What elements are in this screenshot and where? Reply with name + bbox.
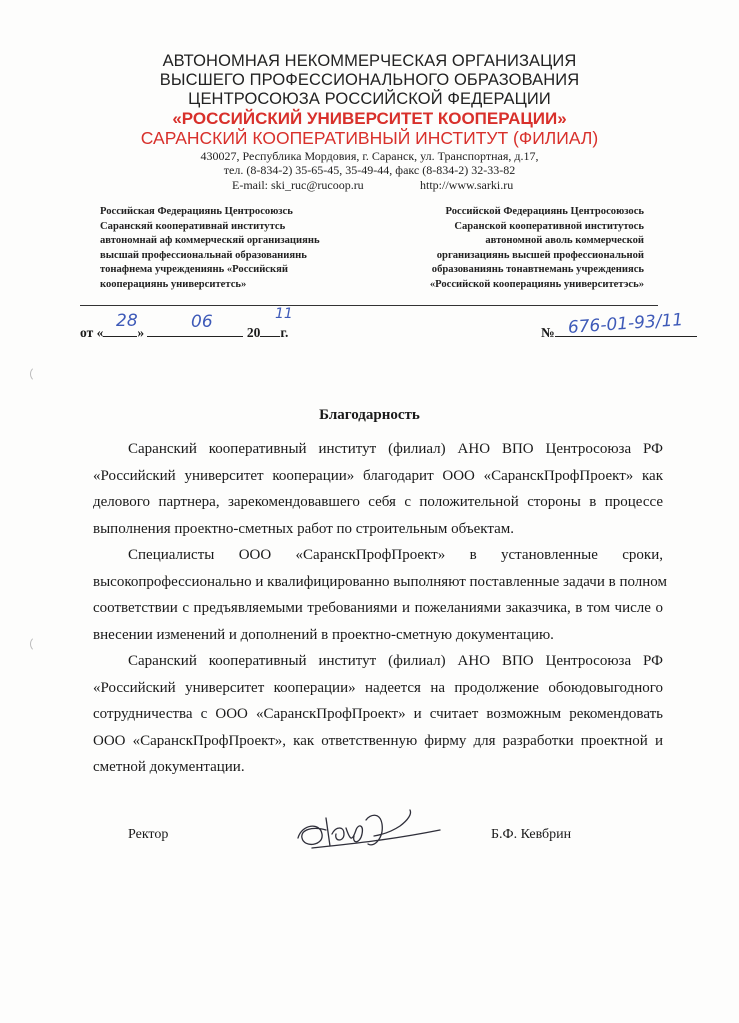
header-right-block: [380, 205, 644, 292]
right-block-line: Саранской кооперативной институтось: [454, 220, 644, 232]
handwritten-year: 11: [275, 306, 293, 322]
left-block-line: кооперациянь университетсь»: [100, 278, 247, 290]
address-line: 430027, Республика Мордовия, г. Саранск, ул. Транспортная, д.17,: [200, 149, 539, 163]
paragraph-2: [93, 542, 667, 648]
document-title: Благодарность: [319, 407, 420, 423]
right-block-line: образованиянь тонавтнемань учреждениясь: [431, 264, 644, 275]
right-block-line: «Российской кооперациянь университетэсь»: [429, 278, 644, 290]
left-block-line: тонафнема учреждениянь «Российскяй: [100, 264, 288, 275]
paragraph-line: делового партнера, зарекомендовавшего себя с положительной стороны в процессе: [93, 494, 663, 510]
paragraph-line: соответствии с предъявляемыми требованиями и пожеланиями заказчика, в том числе о: [93, 600, 663, 616]
left-block-line: Российская Федерациянь Центросоюзсь: [100, 206, 293, 217]
left-block-line: высшай профессиональнай образованиянь: [100, 249, 307, 261]
date-prefix: от «: [80, 325, 104, 340]
org-line-3: ЦЕНТРОСОЮЗА РОССИЙСКОЙ ФЕДЕРАЦИИ: [188, 90, 551, 108]
date-line: [80, 322, 288, 341]
signer-position: Ректор: [128, 827, 169, 842]
right-block-line: Российской Федерациянь Центросоюзось: [445, 206, 644, 217]
website-text: http://www.sarki.ru: [420, 178, 514, 192]
paragraph-line: выполнения проектно-сметных работ по строительным объектам.: [93, 520, 515, 537]
signer-name: Б.Ф. Кевбрин: [491, 827, 572, 842]
header-left-block: [100, 205, 380, 292]
paragraph-line: внесении изменений и дополнений в проектно-сметную документацию.: [93, 626, 554, 643]
date-mid: »: [137, 325, 145, 340]
left-block-line: Саранскяй кооперативнай институтсь: [100, 220, 286, 232]
scan-mark: [30, 636, 46, 652]
right-block-line: организациянь высшей профессиональной: [436, 249, 644, 261]
year-suffix: г.: [280, 325, 289, 340]
left-block-line: автономнай аф коммерческяй организациянь: [100, 235, 320, 246]
paragraph-3: [93, 648, 663, 781]
paragraph-line: Специалисты ООО «СаранскПрофПроект» в установленные сроки,: [128, 547, 663, 563]
paragraph-line: высокопрофессионально и квалифицированно выполняют поставленные задачи в полном: [93, 573, 667, 590]
handwritten-number: 676-01-93/11: [567, 309, 684, 338]
year-prefix: 20: [246, 325, 261, 340]
paragraph-line: «Российский университет кооперации» надеется на продолжение обоюдовыгодного: [93, 679, 663, 696]
org-line-1: АВТОНОМНАЯ НЕКОММЕРЧЕСКАЯ ОРГАНИЗАЦИЯ: [162, 52, 577, 70]
paragraph-1: [93, 436, 663, 542]
email-text: E-mail: ski_ruc@rucoop.ru: [232, 178, 364, 192]
phones-line: тел. (8-834-2) 35-65-45, 35-49-44, факс (8-834-2) 32-33-82: [223, 163, 516, 177]
header-divider: [80, 305, 658, 306]
paragraph-line: Саранский кооперативный институт (филиал) АНО ВПО Центросоюза РФ: [128, 441, 663, 457]
right-block-line: автономной аволь коммерческой: [485, 235, 644, 246]
paragraph-line: Саранский кооперативный институт (филиал) АНО ВПО Центросоюза РФ: [128, 653, 663, 669]
scan-mark: [30, 366, 46, 382]
paragraph-line: сметной документации.: [93, 759, 245, 775]
paragraph-line: ООО «СаранскПрофПроект», как ответственную фирму для разработки проектной и: [93, 732, 663, 749]
org-line-2: ВЫСШЕГО ПРОФЕССИОНАЛЬНОГО ОБРАЗОВАНИЯ: [159, 71, 580, 89]
handwritten-day: 28: [116, 311, 138, 331]
year-blank: [260, 322, 280, 337]
handwritten-month: 06: [191, 312, 213, 332]
paragraph-line: сотрудничества с ООО «СаранскПрофПроект» и считает возможным рекомендовать: [93, 706, 663, 722]
paragraph-line: «Российский университет кооперации» благодарит ООО «СаранскПрофПроект» как: [93, 467, 663, 484]
branch-name: САРАНСКИЙ КООПЕРАТИВНЫЙ ИНСТИТУТ (ФИЛИАЛ): [140, 128, 599, 148]
university-name: «РОССИЙСКИЙ УНИВЕРСИТЕТ КООПЕРАЦИИ»: [172, 109, 567, 128]
handwritten-signature: [290, 800, 460, 870]
number-label: №: [541, 325, 555, 340]
